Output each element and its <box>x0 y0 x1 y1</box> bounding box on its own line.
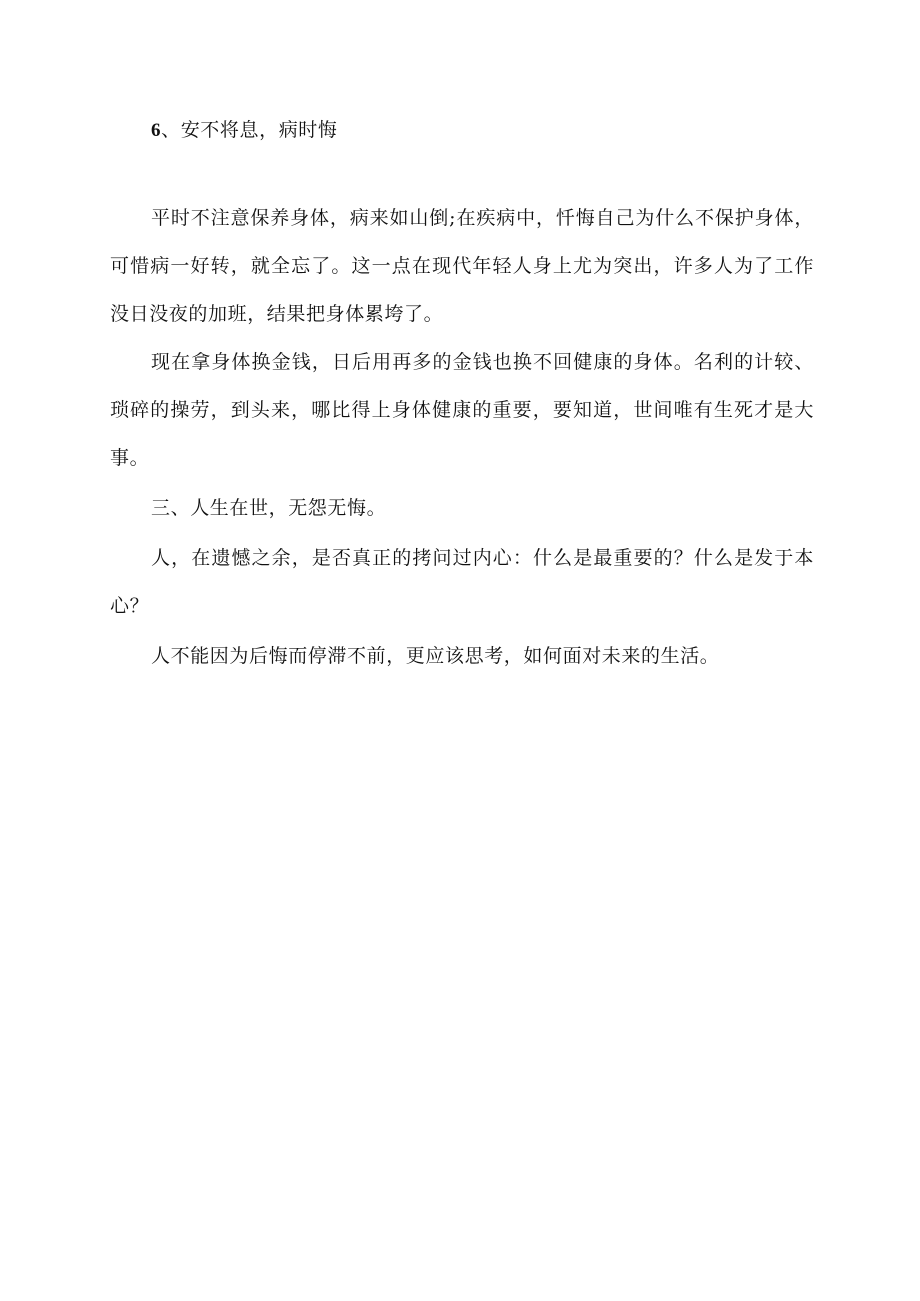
paragraph-health-neglect: 平时不注意保养身体，病来如山倒;在疾病中，忏悔自己为什么不保护身体，可惜病一好转，就全忘了。这一点在现代年轻人身上尤为突出，许多人为了工作没日没夜的加班，结果把身体累垮了。 <box>110 207 814 325</box>
heading-number: 6 <box>151 120 162 141</box>
paragraph-money-health: 现在拿身体换金钱，日后用再多的金钱也换不回健康的身体。名利的计较、琐碎的操劳，到头来，哪比得上身体健康的重要，要知道，世间唯有生死才是大事。 <box>110 351 814 469</box>
section-heading-no-regret: 三、人生在世，无怨无悔。 <box>151 497 387 519</box>
paragraph-inner-question: 人，在遗憾之余，是否真正的拷问过内心：什么是最重要的？什么是发于本心？ <box>110 547 814 617</box>
section-heading <box>151 106 811 155</box>
paragraph-future: 人不能因为后悔而停滞不前，更应该思考，如何面对未来的生活。 <box>151 645 720 667</box>
heading-text: 、安不将息，病时悔 <box>161 119 338 141</box>
